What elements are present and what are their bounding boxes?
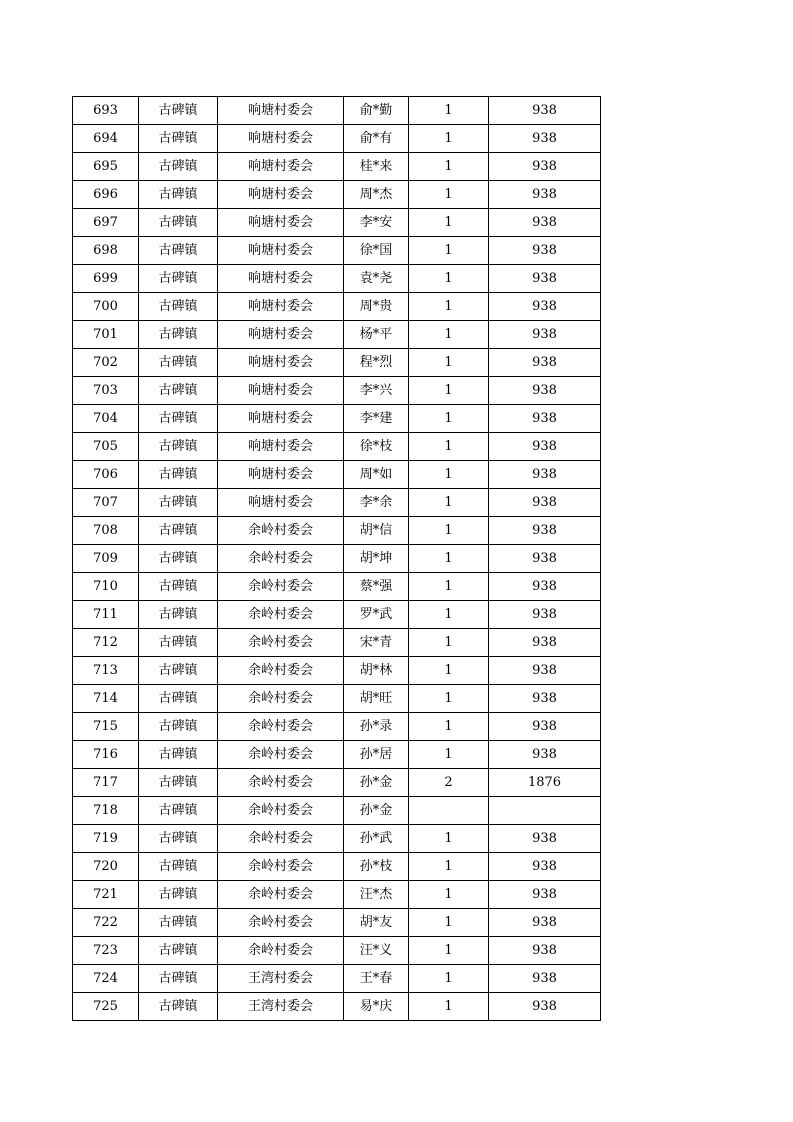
person-count-cell: 1 bbox=[409, 713, 489, 741]
person-count-cell: 1 bbox=[409, 209, 489, 237]
person-count-cell: 1 bbox=[409, 293, 489, 321]
village-committee-cell: 余岭村委会 bbox=[218, 713, 344, 741]
village-committee-cell: 响塘村委会 bbox=[218, 125, 344, 153]
person-name-cell: 徐*枝 bbox=[344, 433, 409, 461]
table-row bbox=[73, 685, 601, 713]
amount-cell: 938 bbox=[489, 349, 601, 377]
row-number-cell: 724 bbox=[73, 965, 139, 993]
town-cell: 古碑镇 bbox=[139, 797, 218, 825]
table-row bbox=[73, 97, 601, 125]
row-number-cell: 711 bbox=[73, 601, 139, 629]
row-number-cell: 693 bbox=[73, 97, 139, 125]
village-committee-cell: 余岭村委会 bbox=[218, 937, 344, 965]
village-committee-cell: 响塘村委会 bbox=[218, 489, 344, 517]
village-committee-cell: 余岭村委会 bbox=[218, 769, 344, 797]
person-name-cell: 胡*林 bbox=[344, 657, 409, 685]
village-committee-cell: 响塘村委会 bbox=[218, 405, 344, 433]
person-name-cell: 易*庆 bbox=[344, 993, 409, 1021]
row-number-cell: 704 bbox=[73, 405, 139, 433]
subsidy-table-body bbox=[73, 97, 601, 1021]
town-cell: 古碑镇 bbox=[139, 321, 218, 349]
row-number-cell: 697 bbox=[73, 209, 139, 237]
amount-cell: 938 bbox=[489, 741, 601, 769]
town-cell: 古碑镇 bbox=[139, 601, 218, 629]
person-name-cell: 周*杰 bbox=[344, 181, 409, 209]
town-cell: 古碑镇 bbox=[139, 685, 218, 713]
table-row bbox=[73, 321, 601, 349]
amount-cell: 938 bbox=[489, 993, 601, 1021]
subsidy-table bbox=[72, 96, 601, 1021]
amount-cell: 938 bbox=[489, 965, 601, 993]
person-count-cell: 1 bbox=[409, 349, 489, 377]
town-cell: 古碑镇 bbox=[139, 237, 218, 265]
amount-cell: 938 bbox=[489, 237, 601, 265]
town-cell: 古碑镇 bbox=[139, 741, 218, 769]
amount-cell: 938 bbox=[489, 629, 601, 657]
person-name-cell: 俞*有 bbox=[344, 125, 409, 153]
amount-cell: 938 bbox=[489, 517, 601, 545]
person-name-cell: 李*建 bbox=[344, 405, 409, 433]
amount-cell: 938 bbox=[489, 545, 601, 573]
row-number-cell: 707 bbox=[73, 489, 139, 517]
table-row bbox=[73, 853, 601, 881]
person-name-cell: 桂*来 bbox=[344, 153, 409, 181]
person-count-cell: 1 bbox=[409, 377, 489, 405]
village-committee-cell: 余岭村委会 bbox=[218, 797, 344, 825]
row-number-cell: 702 bbox=[73, 349, 139, 377]
village-committee-cell: 响塘村委会 bbox=[218, 237, 344, 265]
person-name-cell: 胡*坤 bbox=[344, 545, 409, 573]
person-name-cell: 徐*国 bbox=[344, 237, 409, 265]
row-number-cell: 708 bbox=[73, 517, 139, 545]
town-cell: 古碑镇 bbox=[139, 209, 218, 237]
table-row bbox=[73, 125, 601, 153]
person-name-cell: 孙*金 bbox=[344, 797, 409, 825]
town-cell: 古碑镇 bbox=[139, 153, 218, 181]
table-row bbox=[73, 741, 601, 769]
town-cell: 古碑镇 bbox=[139, 909, 218, 937]
table-row bbox=[73, 293, 601, 321]
person-name-cell: 周*贵 bbox=[344, 293, 409, 321]
person-count-cell: 2 bbox=[409, 769, 489, 797]
village-committee-cell: 响塘村委会 bbox=[218, 265, 344, 293]
person-count-cell bbox=[409, 797, 489, 825]
person-name-cell: 周*如 bbox=[344, 461, 409, 489]
row-number-cell: 700 bbox=[73, 293, 139, 321]
table-row bbox=[73, 825, 601, 853]
village-committee-cell: 余岭村委会 bbox=[218, 545, 344, 573]
village-committee-cell: 响塘村委会 bbox=[218, 349, 344, 377]
village-committee-cell: 余岭村委会 bbox=[218, 909, 344, 937]
person-count-cell: 1 bbox=[409, 573, 489, 601]
row-number-cell: 725 bbox=[73, 993, 139, 1021]
row-number-cell: 709 bbox=[73, 545, 139, 573]
row-number-cell: 710 bbox=[73, 573, 139, 601]
amount-cell: 938 bbox=[489, 853, 601, 881]
row-number-cell: 719 bbox=[73, 825, 139, 853]
table-row bbox=[73, 657, 601, 685]
person-count-cell: 1 bbox=[409, 489, 489, 517]
person-count-cell: 1 bbox=[409, 601, 489, 629]
person-name-cell: 胡*旺 bbox=[344, 685, 409, 713]
table-row bbox=[73, 489, 601, 517]
village-committee-cell: 响塘村委会 bbox=[218, 461, 344, 489]
table-row bbox=[73, 629, 601, 657]
town-cell: 古碑镇 bbox=[139, 433, 218, 461]
person-name-cell: 罗*武 bbox=[344, 601, 409, 629]
village-committee-cell: 响塘村委会 bbox=[218, 433, 344, 461]
row-number-cell: 721 bbox=[73, 881, 139, 909]
town-cell: 古碑镇 bbox=[139, 881, 218, 909]
row-number-cell: 701 bbox=[73, 321, 139, 349]
table-row bbox=[73, 713, 601, 741]
person-count-cell: 1 bbox=[409, 97, 489, 125]
town-cell: 古碑镇 bbox=[139, 349, 218, 377]
row-number-cell: 717 bbox=[73, 769, 139, 797]
amount-cell: 938 bbox=[489, 377, 601, 405]
person-name-cell: 胡*信 bbox=[344, 517, 409, 545]
person-count-cell: 1 bbox=[409, 853, 489, 881]
amount-cell: 938 bbox=[489, 713, 601, 741]
amount-cell: 938 bbox=[489, 657, 601, 685]
row-number-cell: 713 bbox=[73, 657, 139, 685]
row-number-cell: 705 bbox=[73, 433, 139, 461]
table-row bbox=[73, 937, 601, 965]
table-row bbox=[73, 237, 601, 265]
amount-cell: 938 bbox=[489, 461, 601, 489]
amount-cell: 938 bbox=[489, 937, 601, 965]
village-committee-cell: 余岭村委会 bbox=[218, 657, 344, 685]
person-count-cell: 1 bbox=[409, 881, 489, 909]
table-row bbox=[73, 377, 601, 405]
town-cell: 古碑镇 bbox=[139, 629, 218, 657]
person-count-cell: 1 bbox=[409, 125, 489, 153]
person-count-cell: 1 bbox=[409, 433, 489, 461]
row-number-cell: 720 bbox=[73, 853, 139, 881]
person-name-cell: 李*兴 bbox=[344, 377, 409, 405]
table-row bbox=[73, 461, 601, 489]
table-row bbox=[73, 993, 601, 1021]
person-count-cell: 1 bbox=[409, 153, 489, 181]
row-number-cell: 695 bbox=[73, 153, 139, 181]
table-row bbox=[73, 181, 601, 209]
row-number-cell: 722 bbox=[73, 909, 139, 937]
person-count-cell: 1 bbox=[409, 685, 489, 713]
amount-cell: 1876 bbox=[489, 769, 601, 797]
village-committee-cell: 余岭村委会 bbox=[218, 601, 344, 629]
person-name-cell: 俞*勤 bbox=[344, 97, 409, 125]
table-row bbox=[73, 601, 601, 629]
town-cell: 古碑镇 bbox=[139, 489, 218, 517]
town-cell: 古碑镇 bbox=[139, 713, 218, 741]
amount-cell: 938 bbox=[489, 573, 601, 601]
village-committee-cell: 响塘村委会 bbox=[218, 153, 344, 181]
village-committee-cell: 王湾村委会 bbox=[218, 993, 344, 1021]
table-row bbox=[73, 209, 601, 237]
table-row bbox=[73, 965, 601, 993]
person-name-cell: 孙*录 bbox=[344, 713, 409, 741]
row-number-cell: 699 bbox=[73, 265, 139, 293]
table-row bbox=[73, 517, 601, 545]
table-row bbox=[73, 405, 601, 433]
row-number-cell: 703 bbox=[73, 377, 139, 405]
village-committee-cell: 余岭村委会 bbox=[218, 517, 344, 545]
village-committee-cell: 余岭村委会 bbox=[218, 825, 344, 853]
row-number-cell: 716 bbox=[73, 741, 139, 769]
person-name-cell: 孙*金 bbox=[344, 769, 409, 797]
town-cell: 古碑镇 bbox=[139, 405, 218, 433]
row-number-cell: 694 bbox=[73, 125, 139, 153]
town-cell: 古碑镇 bbox=[139, 125, 218, 153]
person-count-cell: 1 bbox=[409, 909, 489, 937]
town-cell: 古碑镇 bbox=[139, 265, 218, 293]
village-committee-cell: 响塘村委会 bbox=[218, 97, 344, 125]
amount-cell: 938 bbox=[489, 433, 601, 461]
town-cell: 古碑镇 bbox=[139, 181, 218, 209]
row-number-cell: 712 bbox=[73, 629, 139, 657]
village-committee-cell: 余岭村委会 bbox=[218, 853, 344, 881]
amount-cell: 938 bbox=[489, 601, 601, 629]
person-name-cell: 程*烈 bbox=[344, 349, 409, 377]
table-row bbox=[73, 153, 601, 181]
row-number-cell: 706 bbox=[73, 461, 139, 489]
town-cell: 古碑镇 bbox=[139, 937, 218, 965]
person-name-cell: 汪*杰 bbox=[344, 881, 409, 909]
amount-cell: 938 bbox=[489, 265, 601, 293]
table-row bbox=[73, 573, 601, 601]
table-row bbox=[73, 909, 601, 937]
village-committee-cell: 余岭村委会 bbox=[218, 629, 344, 657]
town-cell: 古碑镇 bbox=[139, 965, 218, 993]
village-committee-cell: 响塘村委会 bbox=[218, 293, 344, 321]
table-row bbox=[73, 769, 601, 797]
town-cell: 古碑镇 bbox=[139, 573, 218, 601]
person-count-cell: 1 bbox=[409, 237, 489, 265]
town-cell: 古碑镇 bbox=[139, 461, 218, 489]
amount-cell: 938 bbox=[489, 825, 601, 853]
person-name-cell: 袁*尧 bbox=[344, 265, 409, 293]
person-count-cell: 1 bbox=[409, 993, 489, 1021]
amount-cell: 938 bbox=[489, 125, 601, 153]
person-name-cell: 胡*友 bbox=[344, 909, 409, 937]
amount-cell: 938 bbox=[489, 209, 601, 237]
person-count-cell: 1 bbox=[409, 965, 489, 993]
person-count-cell: 1 bbox=[409, 321, 489, 349]
person-count-cell: 1 bbox=[409, 741, 489, 769]
row-number-cell: 714 bbox=[73, 685, 139, 713]
town-cell: 古碑镇 bbox=[139, 97, 218, 125]
village-committee-cell: 响塘村委会 bbox=[218, 321, 344, 349]
town-cell: 古碑镇 bbox=[139, 853, 218, 881]
person-count-cell: 1 bbox=[409, 517, 489, 545]
person-count-cell: 1 bbox=[409, 629, 489, 657]
person-name-cell: 杨*平 bbox=[344, 321, 409, 349]
town-cell: 古碑镇 bbox=[139, 517, 218, 545]
village-committee-cell: 响塘村委会 bbox=[218, 209, 344, 237]
person-name-cell: 李*余 bbox=[344, 489, 409, 517]
person-count-cell: 1 bbox=[409, 181, 489, 209]
person-count-cell: 1 bbox=[409, 545, 489, 573]
table-row bbox=[73, 797, 601, 825]
village-committee-cell: 余岭村委会 bbox=[218, 881, 344, 909]
amount-cell: 938 bbox=[489, 321, 601, 349]
table-row bbox=[73, 881, 601, 909]
town-cell: 古碑镇 bbox=[139, 657, 218, 685]
amount-cell: 938 bbox=[489, 181, 601, 209]
village-committee-cell: 响塘村委会 bbox=[218, 181, 344, 209]
town-cell: 古碑镇 bbox=[139, 993, 218, 1021]
amount-cell: 938 bbox=[489, 153, 601, 181]
amount-cell: 938 bbox=[489, 97, 601, 125]
table-row bbox=[73, 349, 601, 377]
amount-cell: 938 bbox=[489, 881, 601, 909]
person-name-cell: 孙*居 bbox=[344, 741, 409, 769]
amount-cell: 938 bbox=[489, 293, 601, 321]
amount-cell bbox=[489, 797, 601, 825]
village-committee-cell: 余岭村委会 bbox=[218, 573, 344, 601]
person-name-cell: 李*安 bbox=[344, 209, 409, 237]
person-count-cell: 1 bbox=[409, 657, 489, 685]
town-cell: 古碑镇 bbox=[139, 293, 218, 321]
amount-cell: 938 bbox=[489, 489, 601, 517]
person-count-cell: 1 bbox=[409, 265, 489, 293]
row-number-cell: 715 bbox=[73, 713, 139, 741]
person-name-cell: 汪*义 bbox=[344, 937, 409, 965]
person-count-cell: 1 bbox=[409, 937, 489, 965]
person-count-cell: 1 bbox=[409, 461, 489, 489]
village-committee-cell: 余岭村委会 bbox=[218, 741, 344, 769]
person-name-cell: 孙*枝 bbox=[344, 853, 409, 881]
row-number-cell: 718 bbox=[73, 797, 139, 825]
person-name-cell: 王*春 bbox=[344, 965, 409, 993]
table-row bbox=[73, 545, 601, 573]
row-number-cell: 723 bbox=[73, 937, 139, 965]
row-number-cell: 696 bbox=[73, 181, 139, 209]
row-number-cell: 698 bbox=[73, 237, 139, 265]
village-committee-cell: 王湾村委会 bbox=[218, 965, 344, 993]
town-cell: 古碑镇 bbox=[139, 825, 218, 853]
person-name-cell: 宋*青 bbox=[344, 629, 409, 657]
person-name-cell: 蔡*强 bbox=[344, 573, 409, 601]
village-committee-cell: 响塘村委会 bbox=[218, 377, 344, 405]
person-count-cell: 1 bbox=[409, 405, 489, 433]
village-committee-cell: 余岭村委会 bbox=[218, 685, 344, 713]
table-row bbox=[73, 433, 601, 461]
table-row bbox=[73, 265, 601, 293]
amount-cell: 938 bbox=[489, 685, 601, 713]
town-cell: 古碑镇 bbox=[139, 377, 218, 405]
amount-cell: 938 bbox=[489, 909, 601, 937]
town-cell: 古碑镇 bbox=[139, 545, 218, 573]
person-count-cell: 1 bbox=[409, 825, 489, 853]
amount-cell: 938 bbox=[489, 405, 601, 433]
town-cell: 古碑镇 bbox=[139, 769, 218, 797]
person-name-cell: 孙*武 bbox=[344, 825, 409, 853]
